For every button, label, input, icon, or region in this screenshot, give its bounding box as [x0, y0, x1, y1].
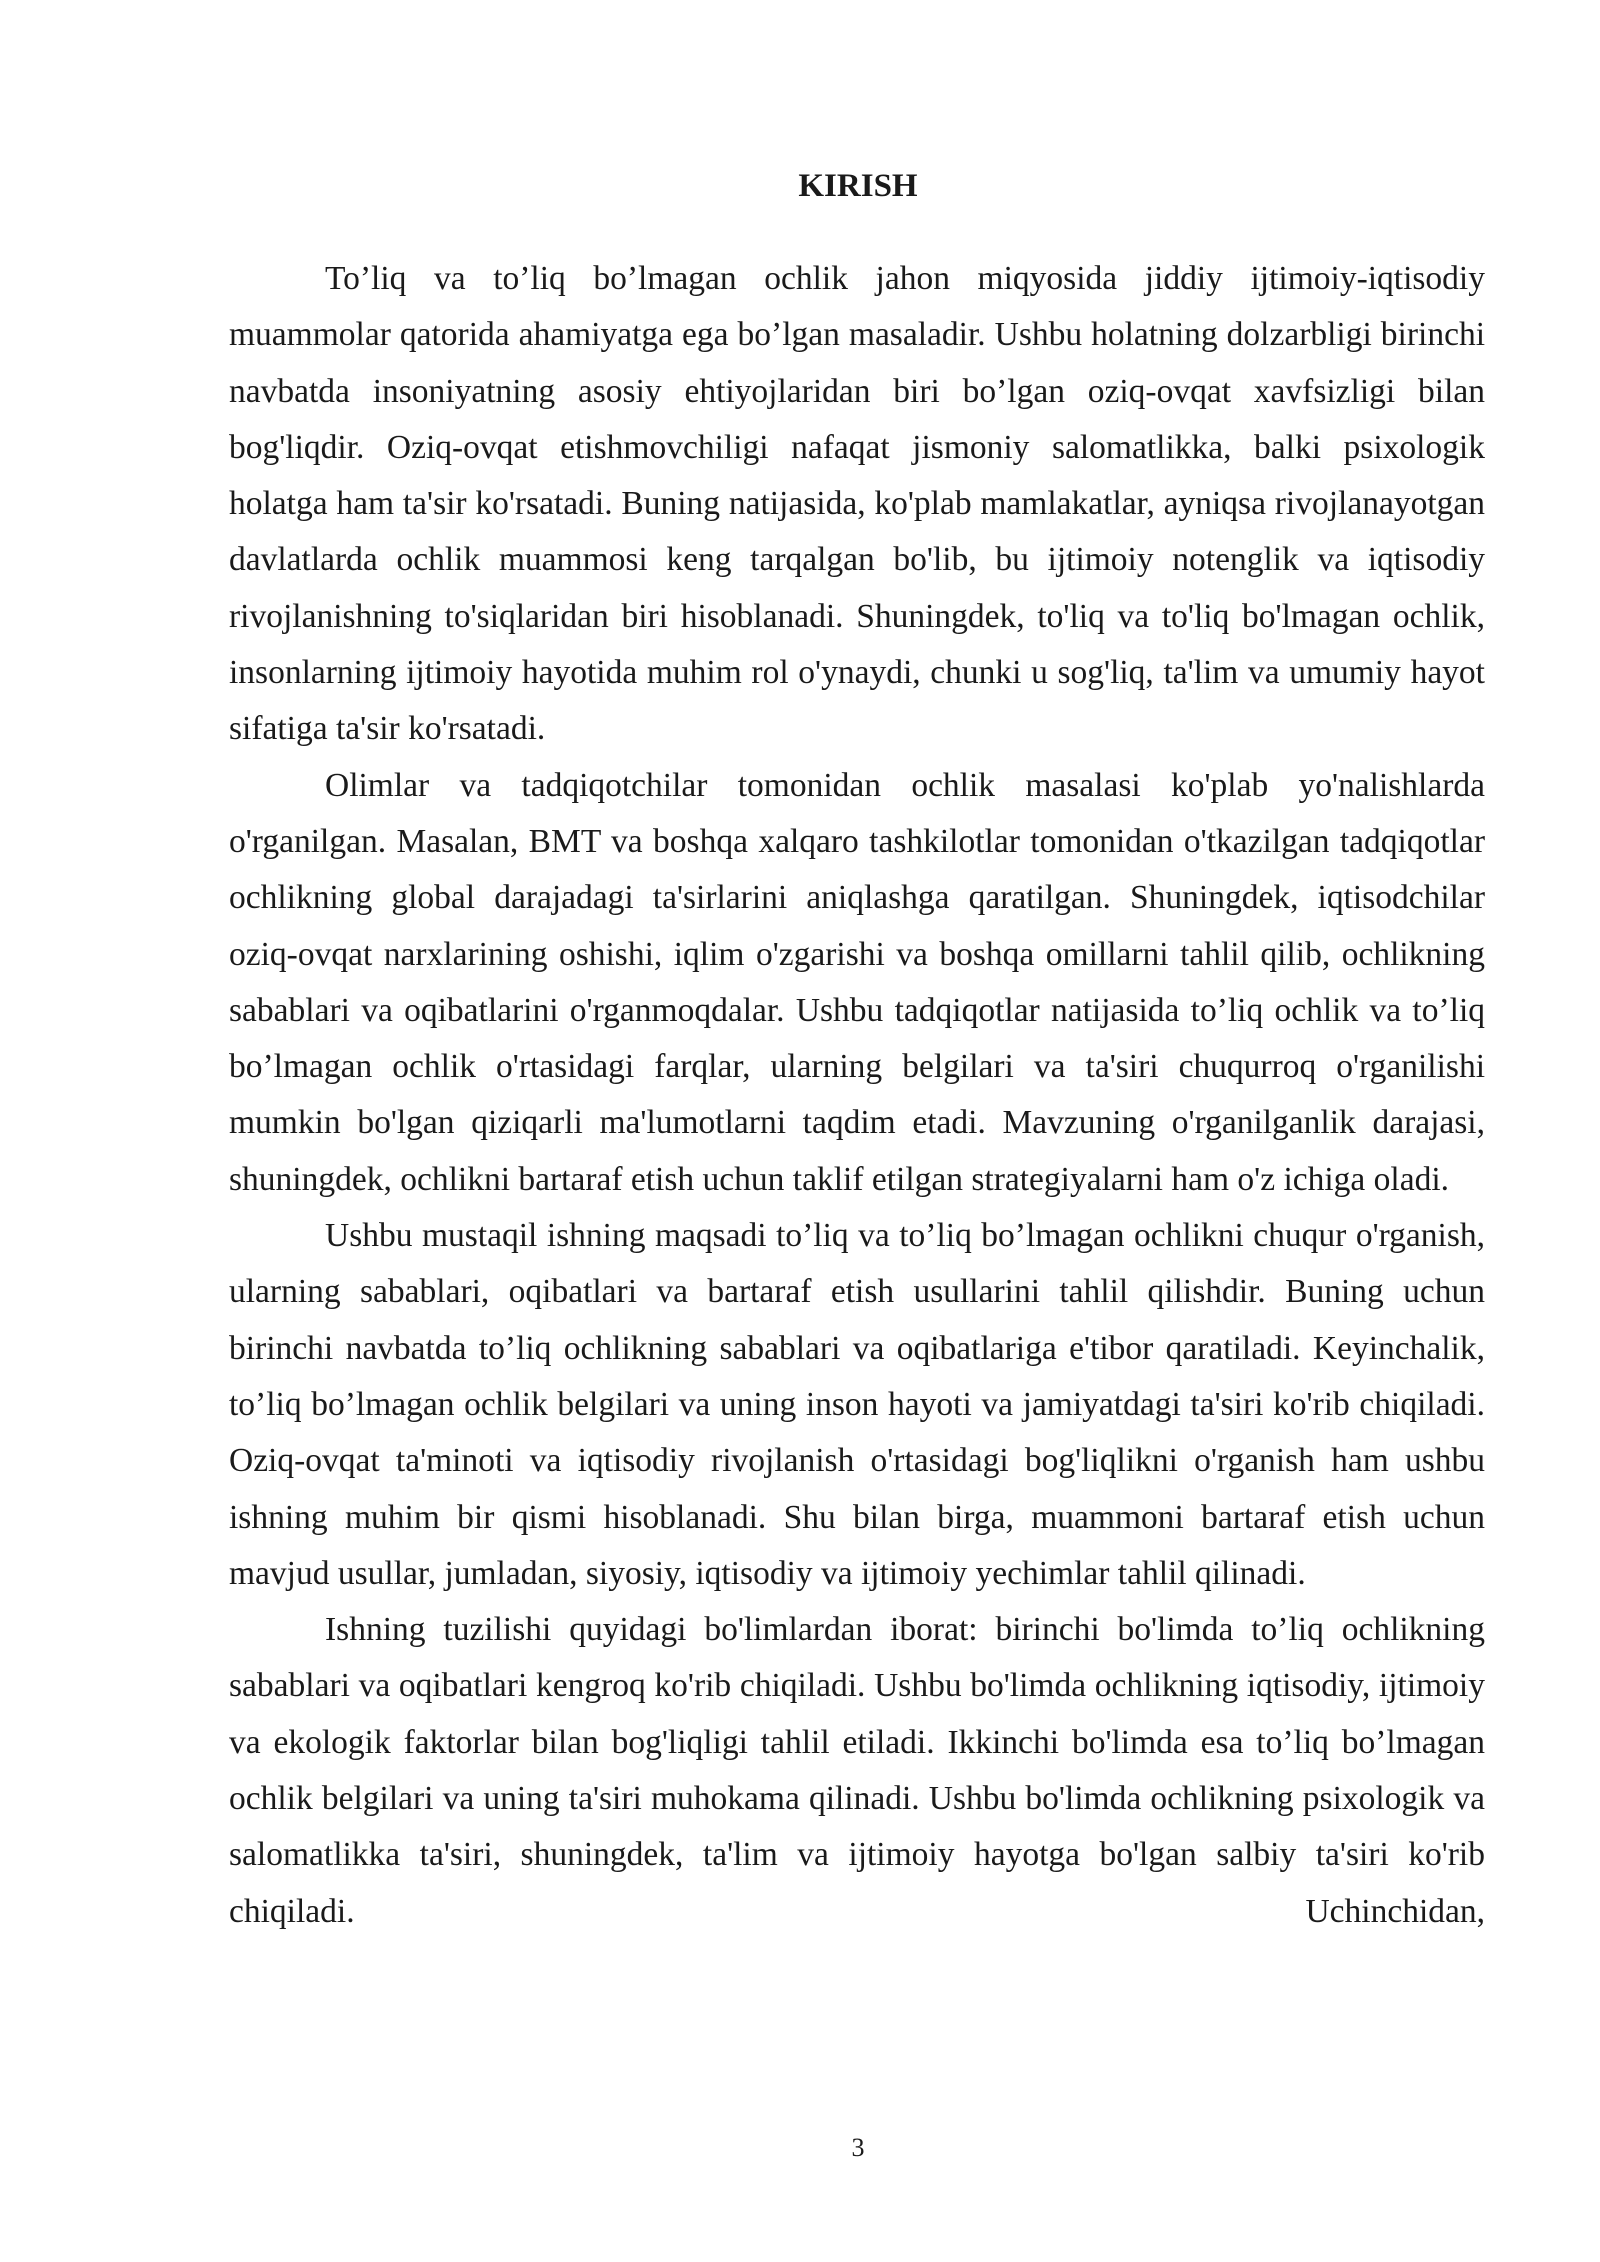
section-heading: KIRISH: [798, 168, 918, 204]
page-number: 3: [851, 2133, 865, 2162]
paragraph-3: Ushbu mustaqil ishning maqsadi to’liq va to’liq bo’lmagan ochlikni chuqur o'rganish, ularning sabablari, oqibatlari va bartaraf etish usullarini tahlil qilishdir. Buning uchun birinchi navbatda to’liq ochlikning sabablari va oqibatlariga e'tibor qaratiladi. Keyinchalik, to’liq bo’lmagan ochlik belgilari va uning inson hayoti va jamiyatdagi ta'siri ko'rib chiqiladi. Oziq-ovqat ta'minoti va iqtisodiy rivojlanish o'rtasidagi bog'liqlikni o'rganish ham ushbu ishning muhim bir qismi hisoblanadi. Shu bilan birga, muammoni bartaraf etish uchun mavjud usullar, jumladan, siyosiy, iqtisodiy va ijtimoiy yechimlar tahlil qilinadi.: [229, 1217, 1485, 1592]
body-text: [229, 251, 1485, 1940]
paragraph-4: Ishning tuzilishi quyidagi bo'limlardan iborat: birinchi bo'limda to’liq ochlikning sabablari va oqibatlari kengroq ko'rib chiqiladi. Ushbu bo'limda ochlikning iqtisodiy, ijtimoiy va ekologik faktorlar bilan bog'liqligi tahlil etiladi. Ikkinchi bo'limda esa to’liq bo’lmagan ochlik belgilari va uning ta'siri muhokama qilinadi. Ushbu bo'limda ochlikning psixologik va salomatlikka ta'siri, shuningdek, ta'lim va ijtimoiy hayotga bo'lgan salbiy ta'siri ko'rib chiqiladi. Uchinchidan,: [229, 1611, 1485, 1930]
paragraph-1: To’liq va to’liq bo’lmagan ochlik jahon miqyosida jiddiy ijtimoiy-iqtisodiy muammolar qatorida ahamiyatga ega bo’lgan masaladir. Ushbu holatning dolzarbligi birinchi navbatda insoniyatning asosiy ehtiyojlaridan biri bo’lgan oziq-ovqat xavfsizligi bilan bog'liqdir. Oziq-ovqat etishmovchiligi nafaqat jismoniy salomatlikka, balki psixologik holatga ham ta'sir ko'rsatadi. Buning natijasida, ko'plab mamlakatlar, ayniqsa rivojlanayotgan davlatlarda ochlik muammosi keng tarqalgan bo'lib, bu ijtimoiy notenglik va iqtisodiy rivojlanishning to'siqlaridan biri hisoblanadi. Shuningdek, to'liq va to'liq bo'lmagan ochlik, insonlarning ijtimoiy hayotida muhim rol o'ynaydi, chunki u sog'liq, ta'lim va umumiy hayot sifatiga ta'sir ko'rsatadi.: [229, 260, 1485, 748]
paragraph-2: Olimlar va tadqiqotchilar tomonidan ochlik masalasi ko'plab yo'nalishlarda o'rganilgan. Masalan, BMT va boshqa xalqaro tashkilotlar tomonidan o'tkazilgan tadqiqotlar ochlikning global darajadagi ta'sirlarini aniqlashga qaratilgan. Shuningdek, iqtisodchilar oziq-ovqat narxlarining oshishi, iqlim o'zgarishi va boshqa omillarni tahlil qilib, ochlikning sabablari va oqibatlarini o'rganmoqdalar. Ushbu tadqiqotlar natijasida to’liq ochlik va to’liq bo’lmagan ochlik o'rtasidagi farqlar, ularning belgilari va ta'siri chuqurroq o'rganilishi mumkin bo'lgan qiziqarli ma'lumotlarni taqdim etadi. Mavzuning o'rganilganlik darajasi, shuningdek, ochlikni bartaraf etish uchun taklif etilgan strategiyalarni ham o'z ichiga oladi.: [229, 766, 1485, 1198]
